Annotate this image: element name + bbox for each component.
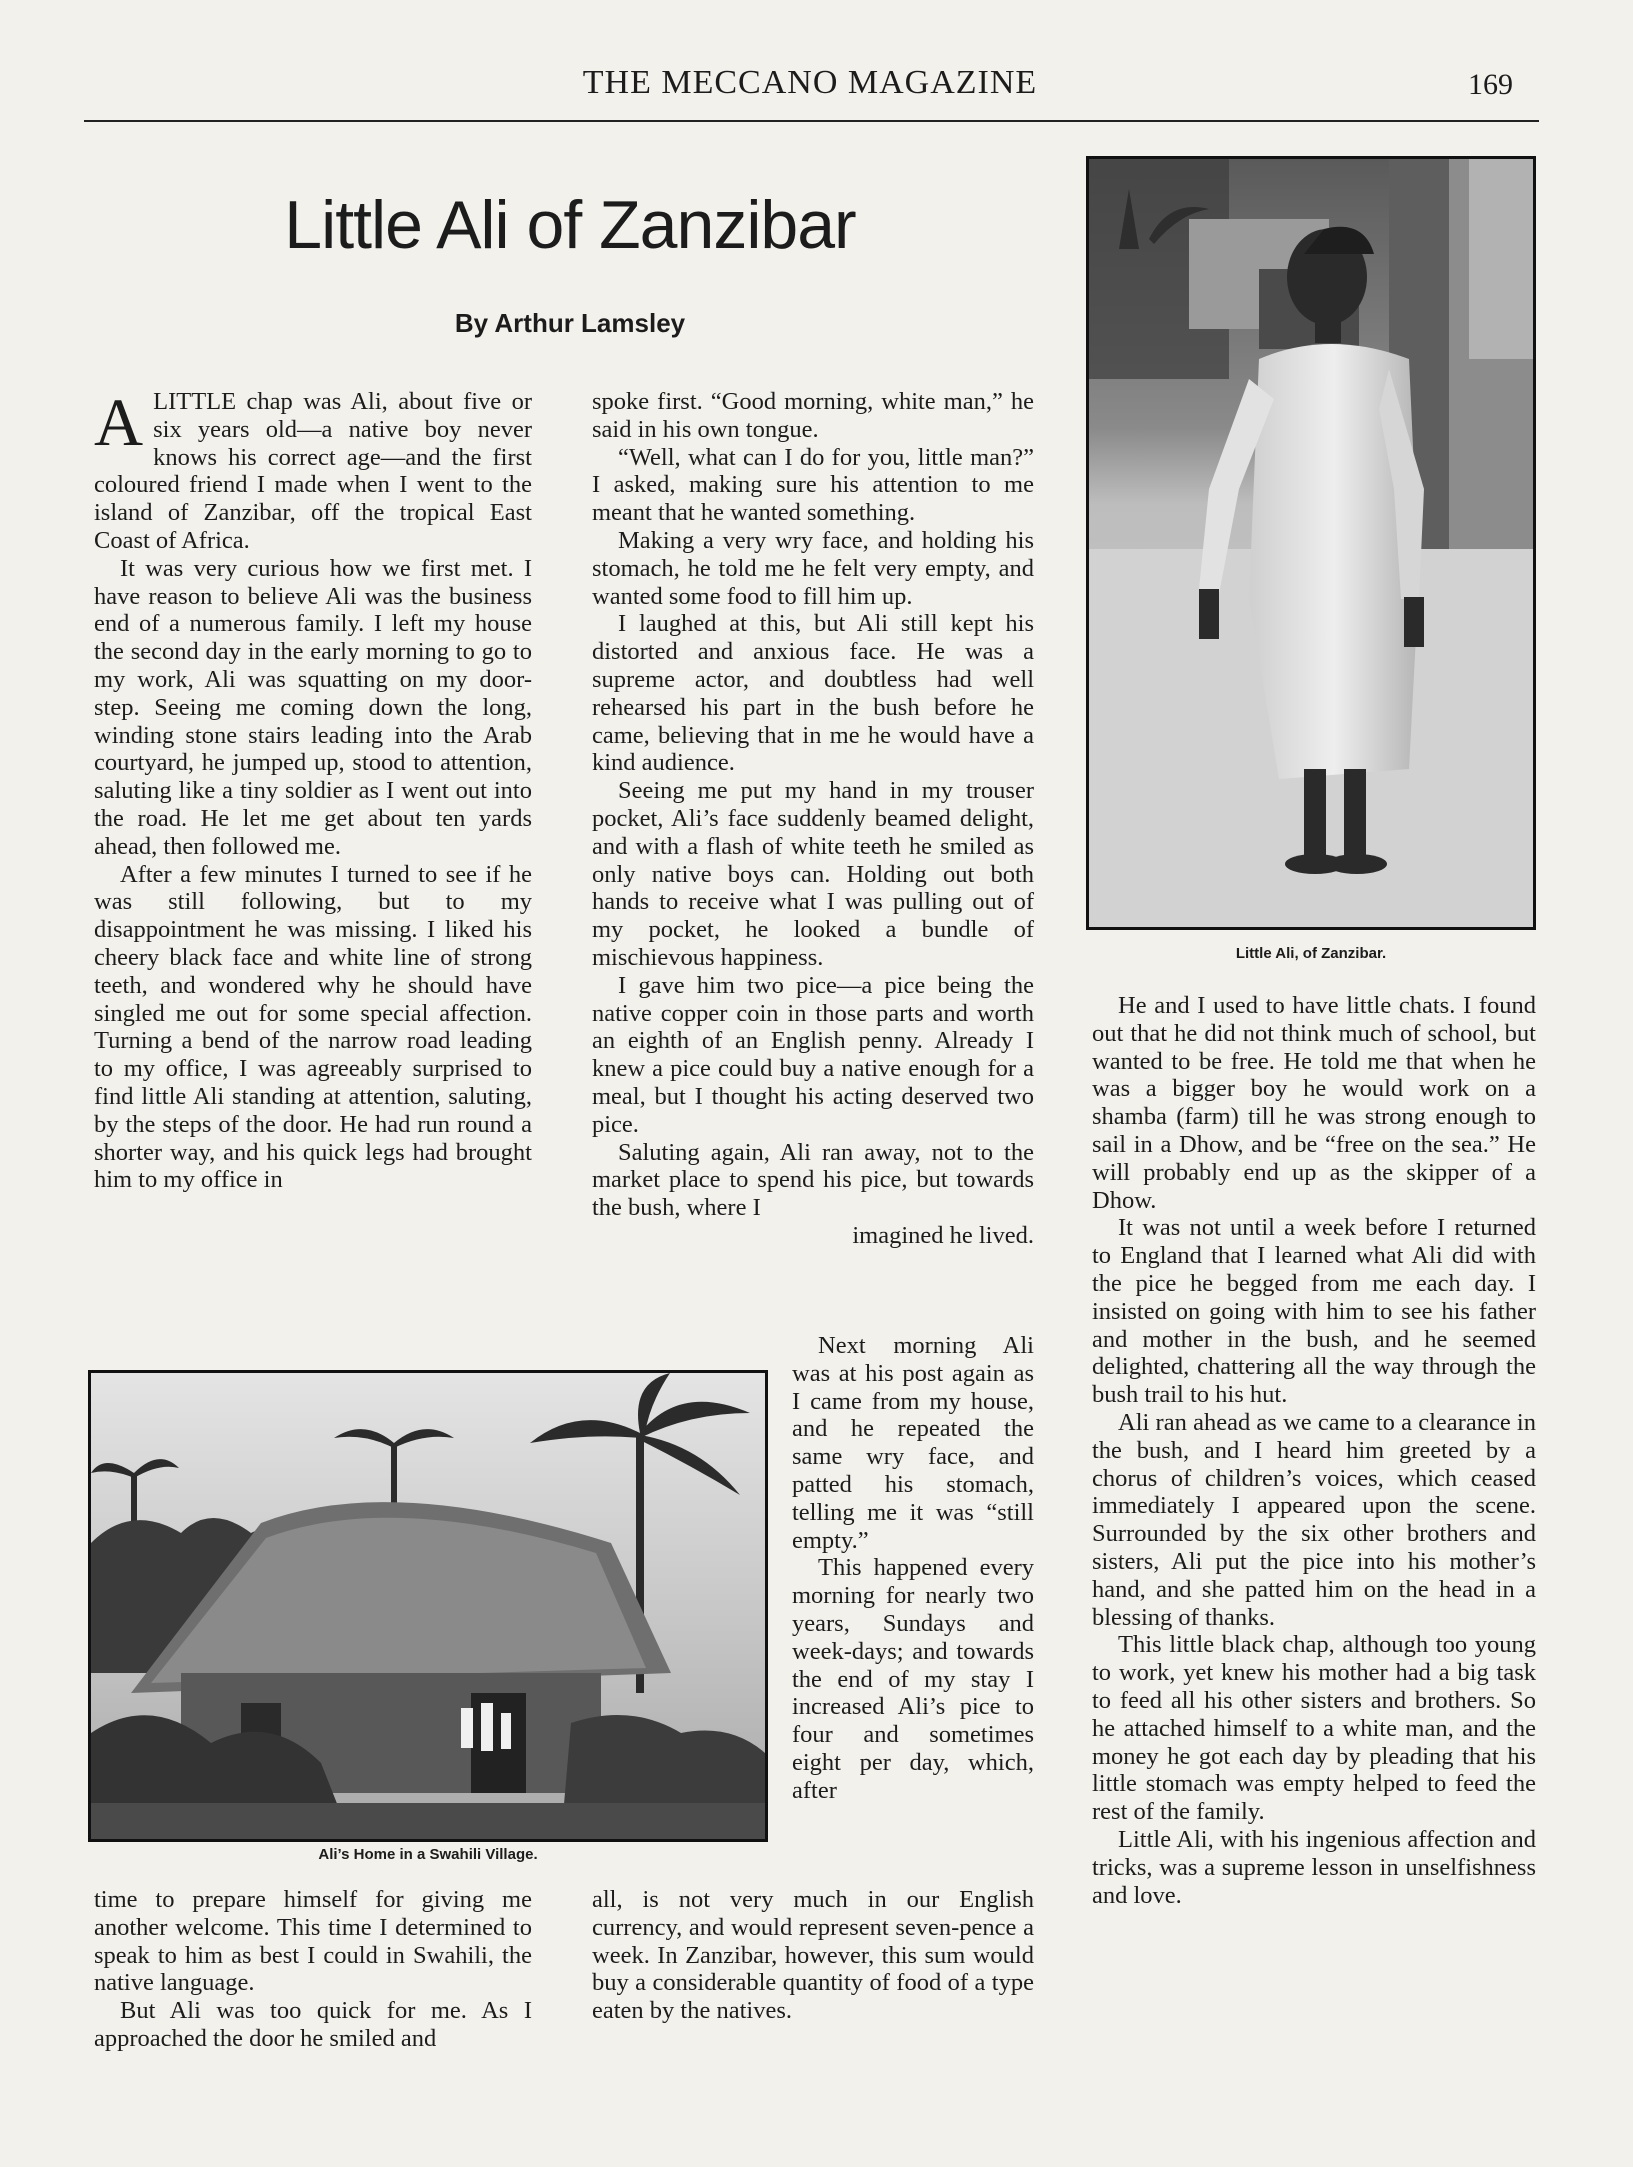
paragraph: “Well, what can I do for you, little man?” I asked, making sure his attention to me meant that he wanted something. (592, 443, 1034, 527)
paragraph: all, is not very much in our English currency, and would represent seven-pence a week. In Zanzibar, however, this sum would buy a considerable quantity of food of a type eaten by the natives. (592, 1886, 1034, 2025)
running-title: THE MECCANO MAGAZINE (582, 64, 1038, 101)
paragraph: This little black chap, although too young to work, yet knew his mother had a big task to feed all his other sisters and brothers. So he attached himself to a white man, and the money he got each day by pleading that his little stomach was empty helped to feed the rest of the family. (1092, 1631, 1536, 1826)
article-byline: By Arthur Lamsley (454, 308, 686, 338)
header-rule (84, 120, 1539, 122)
column-3 (1092, 992, 1536, 1909)
paragraph: I gave him two pice—a pice being the native copper coin in those parts and worth an eighth of an English penny. Already I knew a pice could buy a native enough for a meal, but I thought his acting deserved two pice. (592, 971, 1034, 1138)
paragraph: Saluting again, Ali ran away, not to the market place to spend his pice, but towards the bush, where I (592, 1138, 1034, 1222)
photo-ali-image (1089, 159, 1533, 927)
photo-hut-image (91, 1373, 765, 1839)
photo-alis-home (88, 1370, 768, 1842)
paragraph: It was not until a week before I returned to England that I learned what Ali did with the pice he begged from me each day. I insisted on going with him to see his father and mother in the bush, and he seemed delighted, chattering all the way through the bush trail to his hut. (1092, 1214, 1536, 1409)
paragraph: time to prepare himself for giving me another welcome. This time I determined to speak to him as best I could in Swahili, the native language. (94, 1886, 532, 1997)
paragraph: Ali ran ahead as we came to a clearance in the bush, and I heard him greeted by a chorus of children’s voices, which ceased immediately I appeared upon the scene. Surrounded by the six other brothers and sisters, Ali put the pice into his mother’s hand, and she patted him on the head in a blessing of thanks. (1092, 1408, 1536, 1631)
paragraph (94, 384, 532, 555)
column-1-bottom (94, 1886, 532, 2053)
column-2-narrow (792, 1332, 1034, 1805)
paragraph: Next morning Ali was at his post again as I came from my house, and he repeated the same wry face, and patted his stomach, telling me it was “still empty.” (792, 1332, 1034, 1554)
caption-alis-home: Ali’s Home in a Swahili Village. (318, 1846, 538, 1863)
column-2-bottom (592, 1886, 1034, 2025)
paragraph: Seeing me put my hand in my trouser pocket, Ali’s face suddenly beamed delight, and with a flash of white teeth he smiled as only native boys can. Holding out both hands to receive what I was pulling out of my pocket, he looked a bundle of mischievous happiness. (592, 777, 1034, 971)
caption-little-ali: Little Ali, of Zanzibar. (1235, 945, 1387, 962)
paragraph: Making a very wry face, and holding his stomach, he told me he felt very empty, and wanted some food to fill him up. (592, 526, 1034, 610)
paragraph: This happened every morning for nearly two years, Sundays and week-days; and towards the end of my stay I increased Ali’s pice to four and sometimes eight per day, which, after (792, 1554, 1034, 1804)
paragraph: It was very curious how we first met. I have reason to believe Ali was the business end of a numerous family. I left my house the second day in the early morning to go to my work, Ali was squatting on my door-step. Seeing me coming down the long, winding stone stairs leading into the Arab courtyard, he jumped up, stood to attention, saluting like a tiny soldier as I went out into the road. He let me get about ten yards ahead, then followed me. (94, 554, 532, 860)
paragraph: I laughed at this, but Ali still kept his distorted and anxious face. He was a supreme actor, and doubtless had well rehearsed his part in the bush before he came, believing that in me he would have a kind audience. (592, 610, 1034, 777)
paragraph-text: LITTLE chap was Ali, about five or six years old—a native boy never knows his correct age—and the first coloured friend I made when I went to the island of Zanzibar, off the tropical East Coast of Africa. (94, 388, 532, 554)
drop-cap: A (94, 384, 144, 460)
paragraph: He and I used to have little chats. I found out that he did not think much of school, but wanted to be free. He told me that when he was a bigger boy he would work on a shamba (farm) till he was strong enough to sail in a Dhow, and be “free on the sea.” He will probably end up as the skipper of a Dhow. (1092, 992, 1536, 1214)
paragraph: spoke first. “Good morning, white man,” he said in his own tongue. (592, 388, 1034, 443)
paragraph-tail: imagined he lived. (852, 1221, 1034, 1249)
column-1 (94, 384, 532, 1194)
article-title: Little Ali of Zanzibar (284, 187, 856, 263)
paragraph: But Ali was too quick for me. As I approached the door he smiled and (94, 1997, 532, 2052)
photo-little-ali (1086, 156, 1536, 930)
page-number: 169 (1468, 68, 1513, 101)
paragraph: Little Ali, with his ingenious affection and tricks, was a supreme lesson in unselfishness and love. (1092, 1825, 1536, 1909)
paragraph: After a few minutes I turned to see if he was still following, but to my disappointment he was missing. I liked his cheery black face and white line of strong teeth, and wondered why he should have singled me out for some special affection. Turning a bend of the narrow road leading to my office, I was agreeably surprised to find little Ali standing at attention, saluting, by the steps of the door. He had run round a shorter way, and his quick legs had brought him to my office in (94, 860, 532, 1194)
column-2 (592, 388, 1034, 1250)
